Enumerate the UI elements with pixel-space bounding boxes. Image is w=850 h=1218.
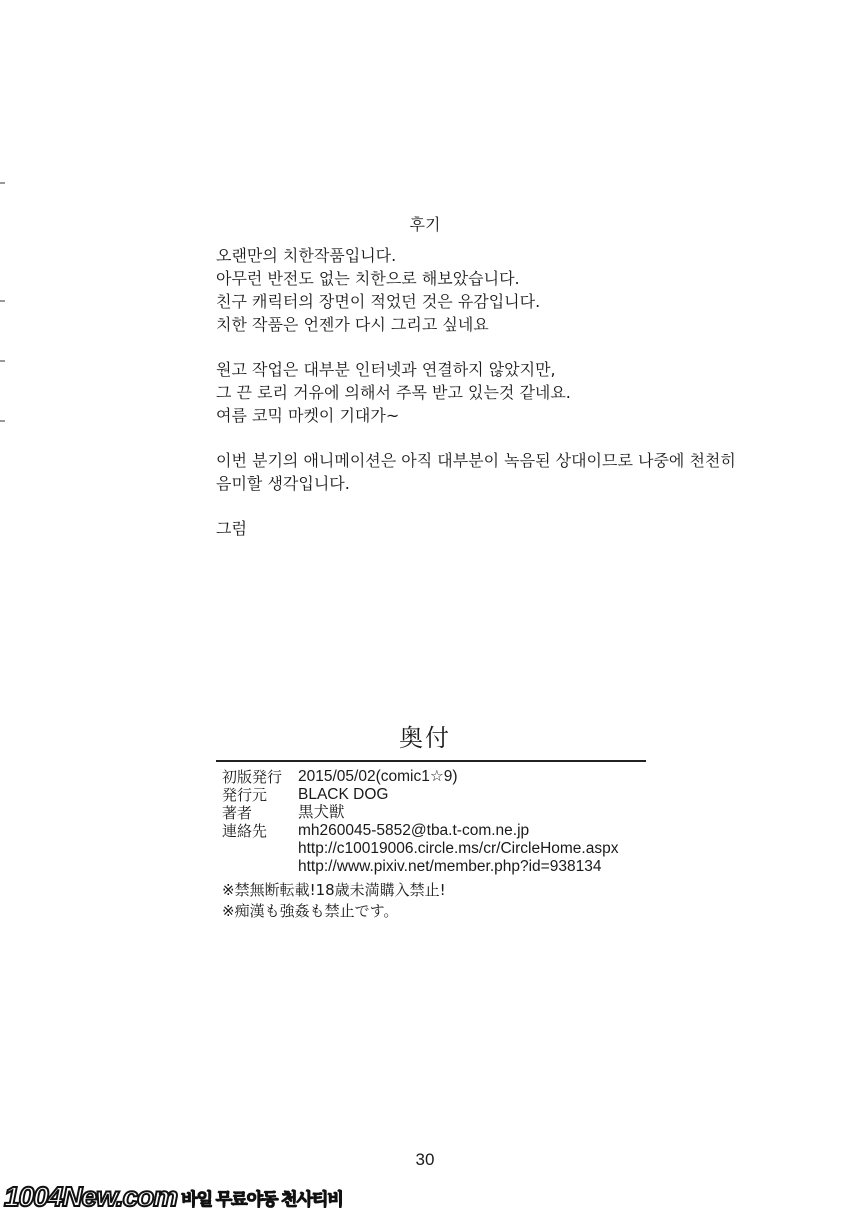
watermark xyxy=(4,1180,343,1214)
page-number: 30 xyxy=(415,1150,435,1169)
afterword-line: 친구 캐릭터의 장면이 적었던 것은 유감입니다. xyxy=(216,292,541,311)
contact-url: http://c10019006.circle.ms/cr/CircleHome.aspx xyxy=(298,840,619,857)
afterword-line: 여름 코믹 마켓이 기대가~ xyxy=(216,406,400,425)
afterword-line: 그 끈 로리 거유에 의해서 주목 받고 있는것 같네요. xyxy=(216,383,571,402)
colophon-notes xyxy=(222,880,446,922)
contact-email: mh260045-5852@tba.t-com.ne.jp xyxy=(298,822,530,839)
afterword-line: 이번 분기의 애니메이션은 아직 대부분이 녹음된 상대이므로 나중에 천천히 xyxy=(216,451,736,470)
colophon-row-contact xyxy=(222,822,782,840)
colophon-row-contact-url xyxy=(222,858,782,876)
colophon-divider xyxy=(216,760,646,762)
colophon-row-contact-url xyxy=(222,840,782,858)
colophon-row-first-edition xyxy=(222,768,782,786)
afterword-title: 후기 xyxy=(409,215,441,234)
colophon-row-author xyxy=(222,804,782,822)
edge-mark xyxy=(0,182,5,184)
afterword-line: 그럼 xyxy=(216,519,247,538)
colophon-key: 著者 xyxy=(222,804,253,822)
note-line: ※痴漢も強姦も禁止です。 xyxy=(222,902,399,920)
afterword-line: 음미할 생각입니다. xyxy=(216,474,350,493)
colophon-table xyxy=(222,768,782,876)
afterword-paragraph xyxy=(216,358,816,427)
edge-mark xyxy=(0,300,5,302)
afterword-paragraph xyxy=(216,244,816,336)
colophon-row-publisher xyxy=(222,786,782,804)
afterword-paragraph xyxy=(216,449,816,495)
afterword-body xyxy=(216,244,816,562)
colophon-value: BLACK DOG xyxy=(298,786,389,803)
note-line: ※禁無断転載!18歳未満購入禁止! xyxy=(222,881,446,899)
watermark-sub: 바일 무료야동 천사티비 xyxy=(181,1189,343,1209)
colophon-title: 奥付 xyxy=(399,724,451,752)
colophon-key: 連絡先 xyxy=(222,822,268,840)
afterword-line: 아무런 반전도 없는 치한으로 해보았습니다. xyxy=(216,269,520,288)
afterword-line: 치한 작품은 언젠가 다시 그리고 싶네요 xyxy=(216,315,489,334)
colophon-value: 2015/05/02(comic1☆9) xyxy=(298,768,458,785)
colophon-key: 発行元 xyxy=(222,786,268,804)
afterword-paragraph xyxy=(216,517,816,540)
colophon-value: 黒犬獣 xyxy=(298,804,345,821)
edge-mark xyxy=(0,420,5,422)
afterword-line: 원고 작업은 대부분 인터넷과 연결하지 않았지만, xyxy=(216,360,556,379)
edge-mark xyxy=(0,360,5,362)
contact-url: http://www.pixiv.net/member.php?id=938134 xyxy=(298,858,602,875)
watermark-main: 1004New.com xyxy=(4,1181,178,1212)
afterword-line: 오랜만의 치한작품입니다. xyxy=(216,246,397,265)
colophon-key: 初版発行 xyxy=(222,768,283,786)
